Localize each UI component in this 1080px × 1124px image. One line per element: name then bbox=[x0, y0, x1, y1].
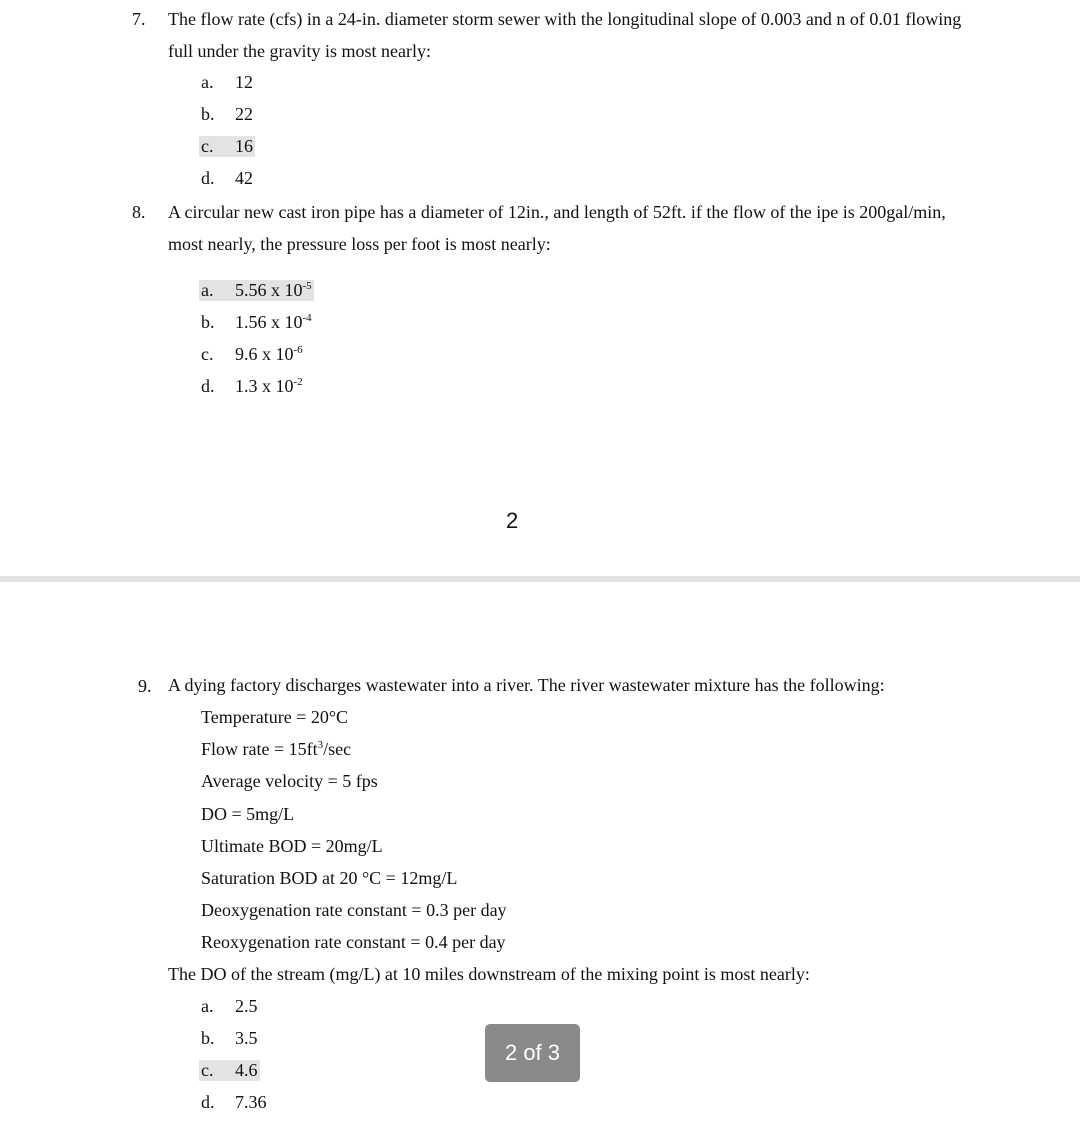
option-exponent: -6 bbox=[293, 344, 303, 356]
option-value: 16 bbox=[235, 136, 253, 156]
option-exponent: -4 bbox=[302, 312, 312, 324]
option-value: 1.3 x 10 bbox=[235, 376, 294, 396]
question-8-number: 8. bbox=[132, 202, 146, 222]
given-flow-rate bbox=[201, 739, 351, 760]
option-letter: d. bbox=[201, 168, 215, 188]
option-letter: b. bbox=[201, 1028, 215, 1048]
option-letter: d. bbox=[201, 1092, 215, 1112]
given-average-velocity: Average velocity = 5 fps bbox=[201, 771, 378, 791]
option-letter: a. bbox=[201, 72, 214, 92]
option-letter: c. bbox=[201, 1060, 214, 1080]
question-7-option-d bbox=[201, 168, 253, 189]
option-value: 2.5 bbox=[235, 996, 258, 1016]
option-exponent: -2 bbox=[293, 376, 303, 388]
question-9-option-d bbox=[201, 1092, 267, 1113]
question-7-number: 7. bbox=[132, 9, 146, 29]
option-letter: a. bbox=[201, 280, 214, 300]
question-9-option-a bbox=[201, 996, 258, 1017]
question-8-option-a-highlighted bbox=[199, 280, 314, 301]
given-ultimate-bod: Ultimate BOD = 20mg/L bbox=[201, 836, 383, 856]
page-indicator: 2 of 3 bbox=[485, 1024, 580, 1082]
given-reoxygenation-rate: Reoxygenation rate constant = 0.4 per day bbox=[201, 932, 506, 952]
flow-rate-text: Flow rate = 15ft bbox=[201, 739, 318, 759]
option-value: 22 bbox=[235, 104, 253, 124]
option-letter: c. bbox=[201, 136, 214, 156]
given-deoxygenation-rate: Deoxygenation rate constant = 0.3 per day bbox=[201, 900, 507, 920]
question-7-text-line2: full under the gravity is most nearly: bbox=[168, 41, 431, 61]
question-7-option-a bbox=[201, 72, 253, 93]
option-value: 7.36 bbox=[235, 1092, 267, 1112]
flow-rate-unit: /sec bbox=[323, 739, 352, 759]
option-value: 12 bbox=[235, 72, 253, 92]
given-temperature: Temperature = 20°C bbox=[201, 707, 349, 727]
question-9-text: A dying factory discharges wastewater into a river. The river wastewater mixture has the following: bbox=[168, 675, 885, 695]
option-value: 4.6 bbox=[235, 1060, 258, 1080]
question-9-number: 9. bbox=[138, 676, 152, 696]
option-letter: c. bbox=[201, 344, 214, 364]
option-value: 1.56 x 10 bbox=[235, 312, 303, 332]
question-8-option-d bbox=[201, 376, 303, 397]
option-value: 9.6 x 10 bbox=[235, 344, 294, 364]
option-letter: b. bbox=[201, 104, 215, 124]
question-8-option-c bbox=[201, 344, 303, 365]
question-9-option-b bbox=[201, 1028, 258, 1049]
page-number: 2 bbox=[506, 508, 519, 533]
question-9-prompt: The DO of the stream (mg/L) at 10 miles downstream of the mixing point is most nearly: bbox=[168, 964, 810, 984]
flow-rate-exponent: 3 bbox=[317, 739, 324, 751]
question-7-option-c-highlighted bbox=[199, 136, 255, 157]
question-8-text-line2: most nearly, the pressure loss per foot is most nearly: bbox=[168, 234, 551, 254]
option-letter: d. bbox=[201, 376, 215, 396]
option-value: 42 bbox=[235, 168, 253, 188]
option-value: 5.56 x 10 bbox=[235, 280, 303, 300]
question-7-text-line1: The flow rate (cfs) in a 24-in. diameter storm sewer with the longitudinal slope of 0.003 and n of 0.01 flowing bbox=[168, 9, 962, 29]
question-7-option-b bbox=[201, 104, 253, 125]
option-value: 3.5 bbox=[235, 1028, 258, 1048]
given-do: DO = 5mg/L bbox=[201, 804, 295, 824]
option-letter: b. bbox=[201, 312, 215, 332]
question-9-option-c-highlighted bbox=[199, 1060, 260, 1081]
question-8-option-b bbox=[201, 312, 312, 333]
option-exponent: -5 bbox=[302, 280, 312, 292]
question-8-text-line1: A circular new cast iron pipe has a diameter of 12in., and length of 52ft. if the flow of the ipe is 200gal/min, bbox=[168, 202, 946, 222]
given-saturation-bod: Saturation BOD at 20 °C = 12mg/L bbox=[201, 868, 458, 888]
option-letter: a. bbox=[201, 996, 214, 1016]
